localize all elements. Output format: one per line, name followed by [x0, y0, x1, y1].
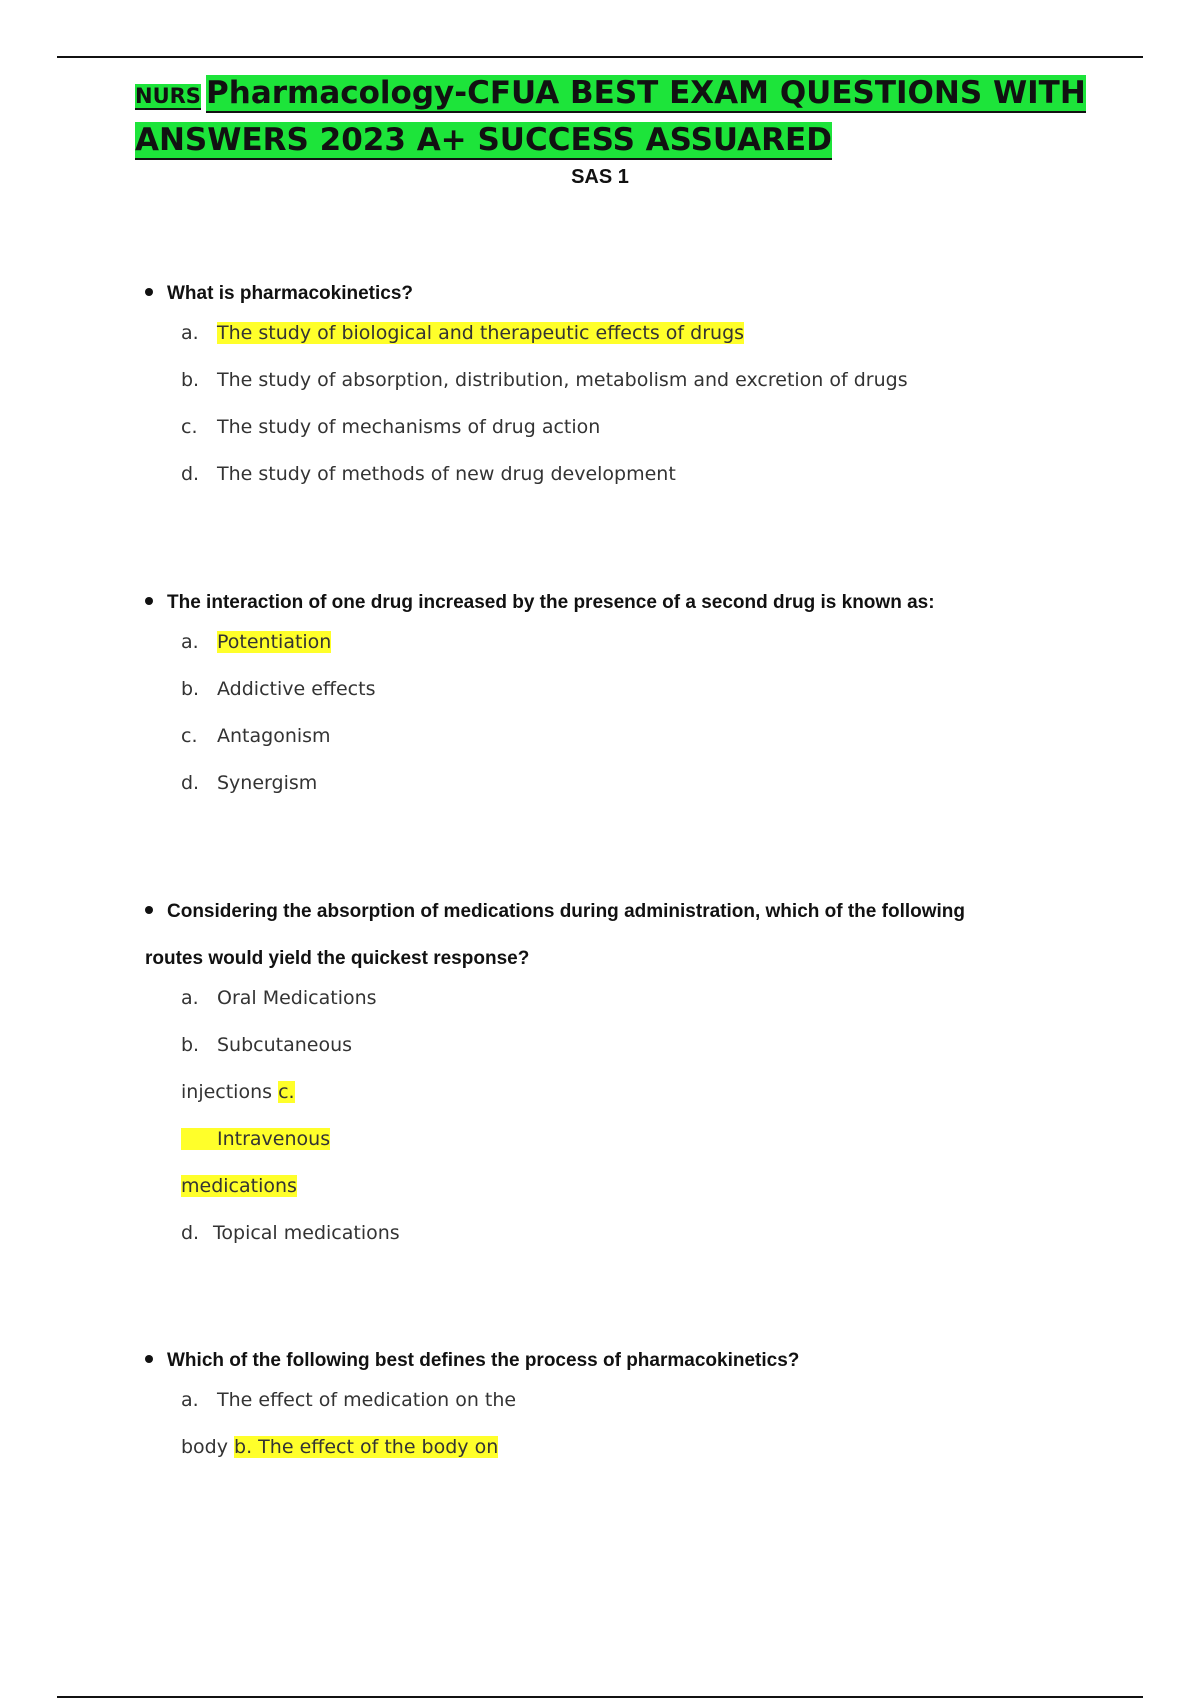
bullet-icon — [145, 597, 153, 605]
q4-option-a-cont: body b. The effect of the body on — [181, 1436, 499, 1458]
correct-answer: b. The effect of the body on — [234, 1436, 499, 1458]
title-text-1: Pharmacology-CFUA BEST EXAM QUESTIONS WITH — [206, 75, 1086, 111]
q2-option-d: d. Synergism — [181, 772, 318, 794]
q3-option-c — [181, 1124, 330, 1154]
question-1-text: What is pharmacokinetics? — [167, 283, 414, 304]
bullet-icon — [145, 288, 153, 296]
q3-option-a: a. Oral Medications — [181, 987, 377, 1009]
question-1 — [145, 271, 413, 317]
q3-option-d: d. Topical medications — [181, 1222, 400, 1244]
q1-option-d: d. The study of methods of new drug development — [181, 463, 676, 485]
question-2 — [145, 580, 935, 626]
q4-option-a: a. The effect of medication on the — [181, 1389, 517, 1411]
bottom-rule — [57, 1696, 1143, 1698]
q1-option-a: a. The study of biological and therapeutic effects of drugs — [181, 322, 745, 344]
q1-option-c: c. The study of mechanisms of drug action — [181, 416, 601, 438]
q2-option-a: a. Potentiation — [181, 631, 332, 653]
q1-option-b: b. The study of absorption, distribution, metabolism and excretion of drugs — [181, 369, 908, 391]
bullet-icon — [145, 906, 153, 914]
section-subtitle: SAS 1 — [571, 166, 629, 188]
correct-answer: The study of biological and therapeutic effects of drugs — [217, 322, 745, 344]
correct-answer: Potentiation — [217, 631, 332, 653]
q2-option-b: b. Addictive effects — [181, 678, 376, 700]
question-3 — [145, 889, 965, 935]
title-line-2 — [135, 119, 1095, 166]
question-4 — [145, 1338, 799, 1384]
correct-answer-letter: c. — [278, 1081, 295, 1103]
correct-answer-cont: medications — [181, 1175, 297, 1197]
question-2-text: The interaction of one drug increased by the presence of a second drug is known as: — [167, 592, 935, 613]
q3-option-c-cont — [181, 1171, 297, 1201]
top-rule — [57, 56, 1143, 58]
question-3-text-2: routes would yield the quickest response? — [145, 948, 530, 969]
title-prefix: NURS — [135, 84, 201, 108]
question-3-text-1: Considering the absorption of medications during administration, which of the following — [167, 901, 965, 922]
title-text-2: ANSWERS 2023 A+ SUCCESS ASSUARED — [135, 122, 832, 158]
question-3-cont — [145, 936, 529, 982]
q2-option-c: c. Antagonism — [181, 725, 331, 747]
title-line-1 — [135, 72, 1095, 119]
bullet-icon — [145, 1355, 153, 1363]
q3-option-b: b. Subcutaneous — [181, 1034, 353, 1056]
question-4-text: Which of the following best defines the process of pharmacokinetics? — [167, 1350, 800, 1371]
correct-answer: Intravenous — [181, 1128, 330, 1150]
q3-option-b-cont: injections c. — [181, 1081, 295, 1103]
document-title — [135, 72, 1095, 166]
